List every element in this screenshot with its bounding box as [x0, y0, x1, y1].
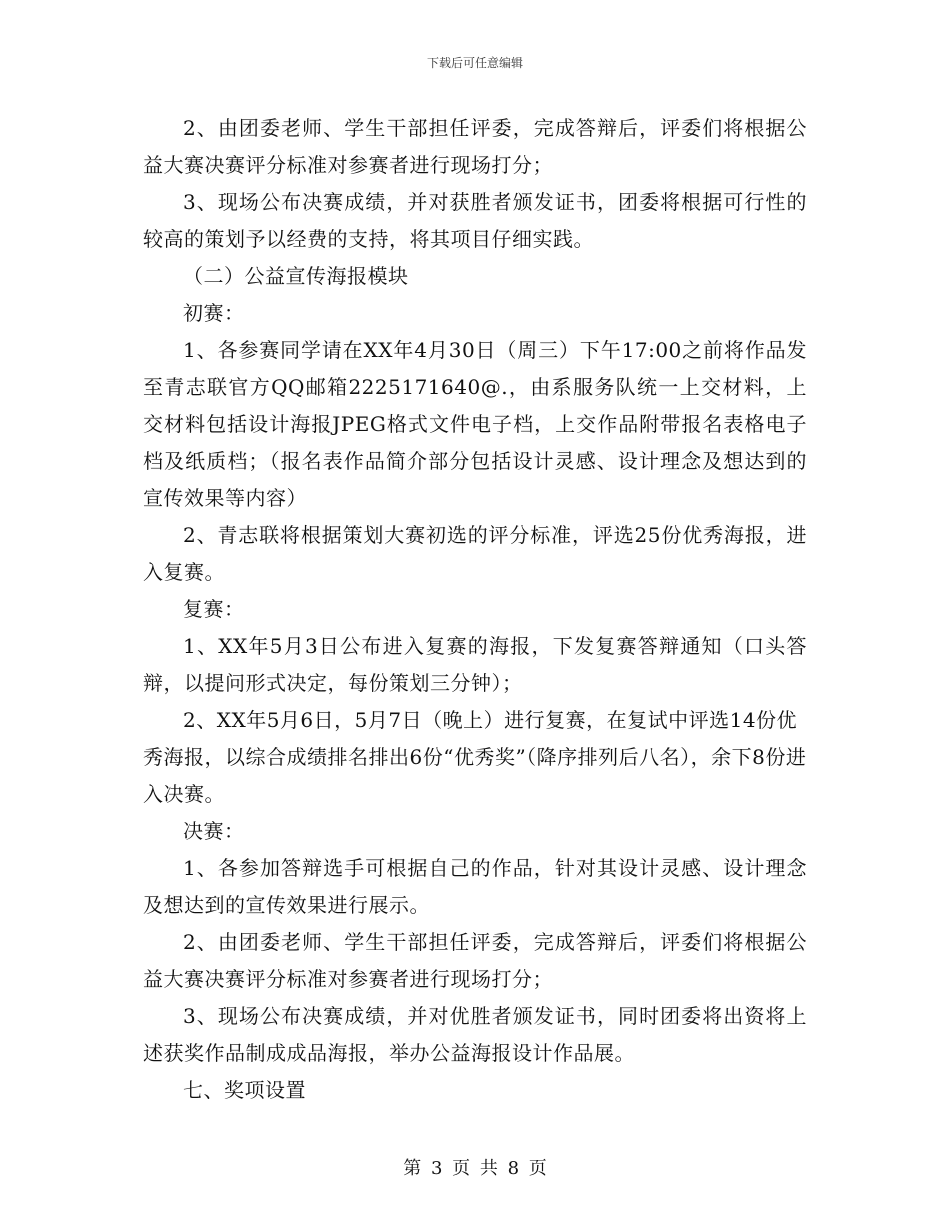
- document-body: [143, 110, 807, 1109]
- subheading-final: 决赛：: [183, 819, 245, 843]
- paragraph-semifinal-schedule: 2、XX年5月6日，5月7日（晚上）进行复赛，在复试中评选14份优秀海报，以综合成绩排名排出6份“优秀奖”（降序排列后八名），余下8份进入决赛。: [143, 708, 807, 806]
- paragraph-selection: 2、青志联将根据策划大赛初选的评分标准，评选25份优秀海报，进入复赛。: [143, 523, 807, 584]
- section-heading-awards: 七、奖项设置: [183, 1078, 306, 1102]
- paragraph-final-judges: 2、由团委老师、学生干部担任评委，完成答辩后，评委们将根据公益大赛决赛评分标准对参赛者进行现场打分；: [143, 930, 807, 991]
- paragraph-results: 3、现场公布决赛成绩，并对获胜者颁发证书，团委将根据可行性的较高的策划予以经费的支持，将其项目仔细实践。: [143, 190, 807, 251]
- paragraph-submission: 1、各参赛同学请在XX年4月30日（周三）下午17:00之前将作品发至青志联官方QQ邮箱2225171640@.，由系服务队统一上交材料，上交材料包括设计海报JPEG格式文件电子档，上交作品附带报名表格电子档及纸质档；（报名表作品简介部分包括设计灵感、设计理念及想达到的宣传效果等内容）: [143, 338, 807, 510]
- subheading-semifinal: 复赛：: [183, 597, 245, 621]
- page-footer: 第 3 页 共 8 页: [403, 1158, 547, 1179]
- paragraph-semifinal-notice: 1、XX年5月3日公布进入复赛的海报，下发复赛答辩通知（口头答辩，以提问形式决定，每份策划三分钟）；: [143, 634, 807, 695]
- section-heading-poster-module: （二）公益宣传海报模块: [183, 264, 409, 288]
- paragraph-final-presentation: 1、各参加答辩选手可根据自己的作品，针对其设计灵感、设计理念及想达到的宣传效果进行展示。: [143, 856, 807, 917]
- subheading-preliminary: 初赛：: [183, 301, 245, 325]
- paragraph-judges: 2、由团委老师、学生干部担任评委，完成答辩后，评委们将根据公益大赛决赛评分标准对参赛者进行现场打分；: [143, 116, 807, 177]
- page-header: 下载后可任意编辑: [426, 56, 523, 70]
- paragraph-final-results: 3、现场公布决赛成绩，并对优胜者颁发证书，同时团委将出资将上述获奖作品制成成品海报，举办公益海报设计作品展。: [143, 1004, 807, 1065]
